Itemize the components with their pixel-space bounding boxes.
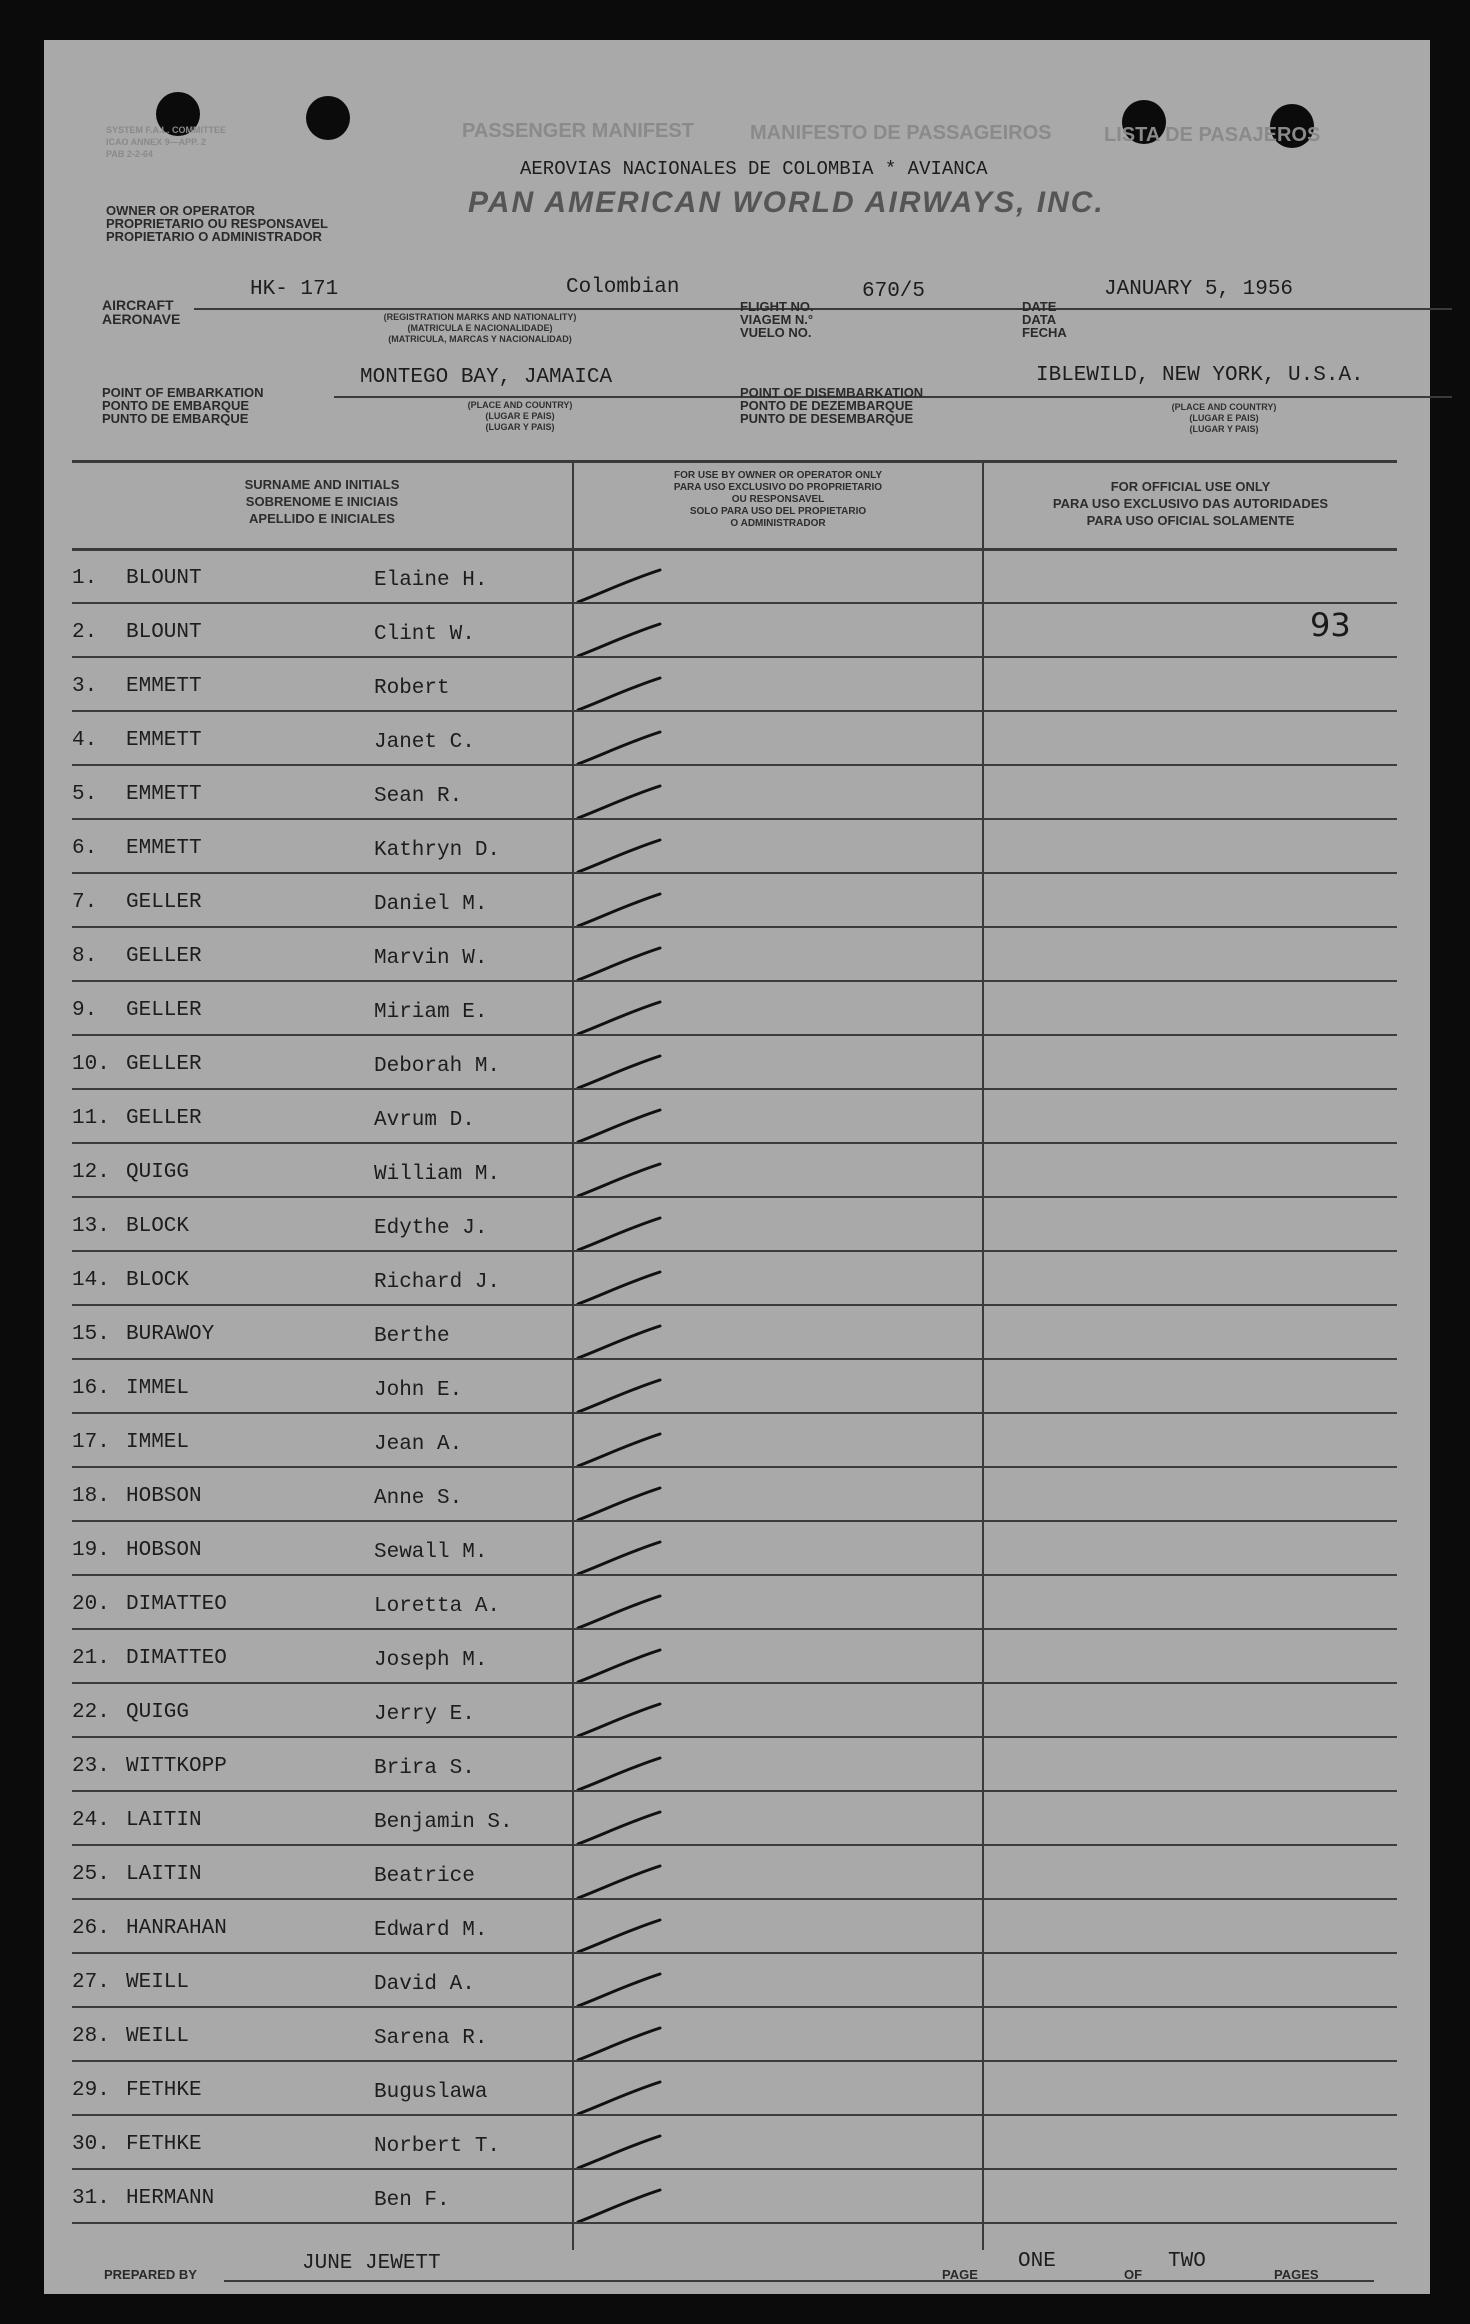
row-number: 3. bbox=[72, 675, 98, 698]
table-row bbox=[72, 1902, 1397, 1954]
table-row bbox=[72, 1524, 1397, 1576]
check-mark-icon bbox=[574, 562, 664, 612]
row-rule bbox=[72, 764, 1397, 766]
row-surname: WEILL bbox=[126, 1971, 190, 1994]
row-given-names: Anne S. bbox=[374, 1487, 463, 1510]
check-mark-icon bbox=[574, 832, 664, 882]
row-surname: DIMATTEO bbox=[126, 1647, 227, 1670]
row-number: 9. bbox=[72, 999, 98, 1022]
row-rule bbox=[72, 656, 1397, 658]
row-surname: HOBSON bbox=[126, 1485, 202, 1508]
row-number: 29. bbox=[72, 2079, 110, 2102]
row-given-names: Elaine H. bbox=[374, 569, 488, 592]
check-mark-icon bbox=[574, 778, 664, 828]
disembarkation-value: IBLEWILD, NEW YORK, U.S.A. bbox=[1036, 364, 1364, 387]
table-row bbox=[72, 1038, 1397, 1090]
row-given-names: Berthe bbox=[374, 1325, 450, 1348]
row-given-names: Marvin W. bbox=[374, 947, 488, 970]
check-mark-icon bbox=[574, 1318, 664, 1368]
table-row bbox=[72, 660, 1397, 712]
check-mark-icon bbox=[574, 2182, 664, 2232]
table-row bbox=[72, 1578, 1397, 1630]
row-number: 5. bbox=[72, 783, 98, 806]
prepared-by-label: PREPARED BY bbox=[104, 2267, 197, 2282]
embarkation-label: POINT OF EMBARKATION PONTO DE EMBARQUE PUNTO DE EMBARQUE bbox=[102, 385, 264, 426]
embarkation-sub: (PLACE AND COUNTRY) (LUGAR E PAIS) (LUGAR Y PAIS) bbox=[467, 400, 573, 432]
row-given-names: Buguslawa bbox=[374, 2081, 488, 2104]
check-mark-icon bbox=[574, 2020, 664, 2070]
check-mark-icon bbox=[574, 2128, 664, 2178]
prepared-by-rule bbox=[224, 2280, 1374, 2282]
disembarkation-sub: (PLACE AND COUNTRY) (LUGAR E PAIS) (LUGAR Y PAIS) bbox=[1171, 402, 1277, 434]
row-number: 8. bbox=[72, 945, 98, 968]
row-surname: GELLER bbox=[126, 891, 202, 914]
table-row bbox=[72, 606, 1397, 658]
row-number: 4. bbox=[72, 729, 98, 752]
column-header-official: FOR OFFICIAL USE ONLY PARA USO EXCLUSIVO DAS AUTORIDADES PARA USO OFICIAL SOLAMENTE bbox=[1052, 479, 1329, 528]
check-mark-icon bbox=[574, 1804, 664, 1854]
row-given-names: Robert bbox=[374, 677, 450, 700]
row-rule bbox=[72, 1250, 1397, 1252]
table-row bbox=[72, 714, 1397, 766]
row-given-names: Deborah M. bbox=[374, 1055, 501, 1078]
form-reference: SYSTEM F.A.L. COMMITTEE ICAO ANNEX 9—APP. 2 PAB 2-2-64 bbox=[106, 125, 227, 159]
row-given-names: Joseph M. bbox=[374, 1649, 488, 1672]
flight-number: 670/5 bbox=[862, 280, 926, 303]
row-number: 26. bbox=[72, 1917, 110, 1940]
flight-date: JANUARY 5, 1956 bbox=[1104, 278, 1294, 301]
check-mark-icon bbox=[574, 616, 664, 666]
row-rule bbox=[72, 926, 1397, 928]
row-rule bbox=[72, 2060, 1397, 2062]
row-given-names: Janet C. bbox=[374, 731, 475, 754]
row-rule bbox=[72, 818, 1397, 820]
row-number: 30. bbox=[72, 2133, 110, 2156]
row-rule bbox=[72, 1466, 1397, 1468]
check-mark-icon bbox=[574, 1210, 664, 1260]
row-rule bbox=[72, 1034, 1397, 1036]
row-rule bbox=[72, 1790, 1397, 1792]
aircraft-registration: HK- 171 bbox=[250, 278, 339, 301]
row-given-names: Sarena R. bbox=[374, 2027, 488, 2050]
row-surname: WEILL bbox=[126, 2025, 190, 2048]
owner-label: OWNER OR OPERATOR PROPRIETARIO OU RESPONSAVEL PROPIETARIO O ADMINISTRADOR bbox=[106, 203, 328, 244]
row-rule bbox=[72, 1736, 1397, 1738]
row-rule bbox=[72, 1898, 1397, 1900]
row-rule bbox=[72, 602, 1397, 604]
aircraft-sub: (REGISTRATION MARKS AND NATIONALITY) (MATRICULA E NACIONALIDADE) (MATRICULA, MARCAS Y NACIONALIDAD) bbox=[383, 312, 577, 344]
row-surname: LAITIN bbox=[126, 1809, 202, 1832]
table-row bbox=[72, 1470, 1397, 1522]
row-given-names: Kathryn D. bbox=[374, 839, 501, 862]
check-mark-icon bbox=[574, 670, 664, 720]
row-given-names: Sean R. bbox=[374, 785, 463, 808]
row-given-names: Daniel M. bbox=[374, 893, 488, 916]
row-rule bbox=[72, 1304, 1397, 1306]
row-rule bbox=[72, 2114, 1397, 2116]
table-row bbox=[72, 930, 1397, 982]
check-mark-icon bbox=[574, 1102, 664, 1152]
row-surname: HERMANN bbox=[126, 2187, 215, 2210]
row-surname: BLOCK bbox=[126, 1269, 190, 1292]
table-row bbox=[72, 1632, 1397, 1684]
punch-hole bbox=[306, 96, 350, 140]
check-mark-icon bbox=[574, 1750, 664, 1800]
row-number: 12. bbox=[72, 1161, 110, 1184]
row-surname: BLOUNT bbox=[126, 621, 202, 644]
row-rule bbox=[72, 1682, 1397, 1684]
table-row bbox=[72, 1794, 1397, 1846]
row-surname: EMMETT bbox=[126, 783, 202, 806]
row-surname: EMMETT bbox=[126, 675, 202, 698]
row-number: 17. bbox=[72, 1431, 110, 1454]
row-rule bbox=[72, 1358, 1397, 1360]
row-rule bbox=[72, 2222, 1397, 2224]
row-surname: GELLER bbox=[126, 999, 202, 1022]
date-label: DATE DATA FECHA bbox=[1022, 299, 1067, 340]
table-row bbox=[72, 1254, 1397, 1306]
row-rule bbox=[72, 2006, 1397, 2008]
check-mark-icon bbox=[574, 1534, 664, 1584]
check-mark-icon bbox=[574, 1966, 664, 2016]
row-surname: FETHKE bbox=[126, 2133, 202, 2156]
row-surname: HOBSON bbox=[126, 1539, 202, 1562]
page-label: PAGE bbox=[942, 2267, 978, 2282]
row-number: 10. bbox=[72, 1053, 110, 1076]
table-row bbox=[72, 2172, 1397, 2224]
row-number: 27. bbox=[72, 1971, 110, 1994]
row-surname: EMMETT bbox=[126, 837, 202, 860]
pages-label: PAGES bbox=[1274, 2267, 1319, 2282]
row-given-names: William M. bbox=[374, 1163, 501, 1186]
row-number: 7. bbox=[72, 891, 98, 914]
row-number: 28. bbox=[72, 2025, 110, 2048]
row-given-names: David A. bbox=[374, 1973, 475, 1996]
row-given-names: Beatrice bbox=[374, 1865, 475, 1888]
official-mark: 93 bbox=[1310, 606, 1351, 644]
table-row bbox=[72, 1956, 1397, 2008]
check-mark-icon bbox=[574, 994, 664, 1044]
row-surname: BLOUNT bbox=[126, 567, 202, 590]
check-mark-icon bbox=[574, 724, 664, 774]
row-rule bbox=[72, 1574, 1397, 1576]
row-number: 6. bbox=[72, 837, 98, 860]
check-mark-icon bbox=[574, 1588, 664, 1638]
check-mark-icon bbox=[574, 1912, 664, 1962]
table-row bbox=[72, 1146, 1397, 1198]
row-number: 19. bbox=[72, 1539, 110, 1562]
check-mark-icon bbox=[574, 1480, 664, 1530]
row-surname: GELLER bbox=[126, 1107, 202, 1130]
table-row bbox=[72, 2010, 1397, 2062]
column-header-names: SURNAME AND INITIALS SOBRENOME E INICIAIS APELLIDO E INICIALES bbox=[244, 477, 400, 526]
column-header-operator: FOR USE BY OWNER OR OPERATOR ONLY PARA USO EXCLUSIVO DO PROPRIETARIO OU RESPONSAVEL SOLO PARA USO DEL PROPIETARIO O ADMINISTRADOR bbox=[673, 470, 883, 529]
row-rule bbox=[72, 2168, 1397, 2170]
table-row bbox=[72, 1092, 1397, 1144]
row-rule bbox=[72, 980, 1397, 982]
row-rule bbox=[72, 872, 1397, 874]
row-number: 21. bbox=[72, 1647, 110, 1670]
row-number: 16. bbox=[72, 1377, 110, 1400]
prepared-by-value: JUNE JEWETT bbox=[302, 2252, 441, 2275]
row-given-names: Richard J. bbox=[374, 1271, 501, 1294]
check-mark-icon bbox=[574, 2074, 664, 2124]
table-row bbox=[72, 1308, 1397, 1360]
row-number: 22. bbox=[72, 1701, 110, 1724]
check-mark-icon bbox=[574, 1426, 664, 1476]
table-row bbox=[72, 876, 1397, 928]
manifest-sheet bbox=[44, 40, 1430, 2294]
row-rule bbox=[72, 1520, 1397, 1522]
row-given-names: Norbert T. bbox=[374, 2135, 501, 2158]
row-rule bbox=[72, 1952, 1397, 1954]
flight-label: FLIGHT NO. VIAGEM N.° VUELO NO. bbox=[740, 299, 814, 340]
company-stamp: PAN AMERICAN WORLD AIRWAYS, INC. bbox=[468, 186, 1105, 219]
row-number: 23. bbox=[72, 1755, 110, 1778]
table-row bbox=[72, 2118, 1397, 2170]
row-surname: QUIGG bbox=[126, 1701, 190, 1724]
row-surname: BURAWOY bbox=[126, 1323, 215, 1346]
row-surname: IMMEL bbox=[126, 1431, 190, 1454]
row-rule bbox=[72, 710, 1397, 712]
table-row bbox=[72, 1740, 1397, 1792]
row-surname: EMMETT bbox=[126, 729, 202, 752]
title-pt: MANIFESTO DE PASSAGEIROS bbox=[750, 122, 1052, 144]
table-row bbox=[72, 1362, 1397, 1414]
row-given-names: Brira S. bbox=[374, 1757, 475, 1780]
table-row bbox=[72, 822, 1397, 874]
row-surname: GELLER bbox=[126, 1053, 202, 1076]
row-number: 25. bbox=[72, 1863, 110, 1886]
row-rule bbox=[72, 1088, 1397, 1090]
row-rule bbox=[72, 1412, 1397, 1414]
row-given-names: Loretta A. bbox=[374, 1595, 501, 1618]
row-rule bbox=[72, 1844, 1397, 1846]
aircraft-rule bbox=[194, 308, 1452, 310]
row-given-names: Clint W. bbox=[374, 623, 475, 646]
of-label: OF bbox=[1124, 2267, 1143, 2282]
row-given-names: Miriam E. bbox=[374, 1001, 488, 1024]
row-surname: GELLER bbox=[126, 945, 202, 968]
disembarkation-label: POINT OF DISEMBARKATION PONTO DE DEZEMBARQUE PUNTO DE DESEMBARQUE bbox=[740, 385, 924, 426]
row-given-names: Ben F. bbox=[374, 2189, 450, 2212]
row-number: 13. bbox=[72, 1215, 110, 1238]
pages-total-value: TWO bbox=[1168, 2250, 1206, 2273]
embarkation-value: MONTEGO BAY, JAMAICA bbox=[360, 366, 613, 389]
row-given-names: John E. bbox=[374, 1379, 463, 1402]
row-surname: BLOCK bbox=[126, 1215, 190, 1238]
row-surname: IMMEL bbox=[126, 1377, 190, 1400]
row-surname: DIMATTEO bbox=[126, 1593, 227, 1616]
check-mark-icon bbox=[574, 1048, 664, 1098]
check-mark-icon bbox=[574, 1156, 664, 1206]
row-number: 31. bbox=[72, 2187, 110, 2210]
table-top-rule bbox=[72, 460, 1397, 463]
check-mark-icon bbox=[574, 886, 664, 936]
check-mark-icon bbox=[574, 1264, 664, 1314]
row-surname: QUIGG bbox=[126, 1161, 190, 1184]
table-row bbox=[72, 768, 1397, 820]
row-number: 15. bbox=[72, 1323, 110, 1346]
row-surname: FETHKE bbox=[126, 2079, 202, 2102]
table-row bbox=[72, 1686, 1397, 1738]
row-given-names: Jean A. bbox=[374, 1433, 463, 1456]
table-row bbox=[72, 1416, 1397, 1468]
row-number: 11. bbox=[72, 1107, 110, 1130]
check-mark-icon bbox=[574, 940, 664, 990]
row-number: 2. bbox=[72, 621, 98, 644]
row-surname: LAITIN bbox=[126, 1863, 202, 1886]
row-number: 20. bbox=[72, 1593, 110, 1616]
aircraft-label: AIRCRAFT AERONAVE bbox=[102, 297, 181, 327]
row-given-names: Avrum D. bbox=[374, 1109, 475, 1132]
page-value: ONE bbox=[1018, 2250, 1056, 2273]
title-es: LISTA DE PASAJEROS bbox=[1104, 124, 1321, 146]
table-row bbox=[72, 2064, 1397, 2116]
table-head-rule bbox=[72, 548, 1397, 551]
row-given-names: Edythe J. bbox=[374, 1217, 488, 1240]
check-mark-icon bbox=[574, 1372, 664, 1422]
row-given-names: Sewall M. bbox=[374, 1541, 488, 1564]
row-number: 14. bbox=[72, 1269, 110, 1292]
row-number: 1. bbox=[72, 567, 98, 590]
row-rule bbox=[72, 1196, 1397, 1198]
table-row bbox=[72, 1200, 1397, 1252]
row-number: 18. bbox=[72, 1485, 110, 1508]
row-surname: WITTKOPP bbox=[126, 1755, 227, 1778]
title-en: PASSENGER MANIFEST bbox=[462, 120, 694, 142]
check-mark-icon bbox=[574, 1696, 664, 1746]
row-given-names: Edward M. bbox=[374, 1919, 488, 1942]
row-given-names: Jerry E. bbox=[374, 1703, 475, 1726]
table-row bbox=[72, 1848, 1397, 1900]
table-row bbox=[72, 552, 1397, 604]
row-surname: HANRAHAN bbox=[126, 1917, 227, 1940]
row-given-names: Benjamin S. bbox=[374, 1811, 513, 1834]
operator-typed: AEROVIAS NACIONALES DE COLOMBIA * AVIANCA bbox=[520, 158, 988, 180]
row-number: 24. bbox=[72, 1809, 110, 1832]
check-mark-icon bbox=[574, 1858, 664, 1908]
table-row bbox=[72, 984, 1397, 1036]
row-rule bbox=[72, 1628, 1397, 1630]
row-rule bbox=[72, 1142, 1397, 1144]
aircraft-nationality: Colombian bbox=[566, 276, 680, 299]
check-mark-icon bbox=[574, 1642, 664, 1692]
